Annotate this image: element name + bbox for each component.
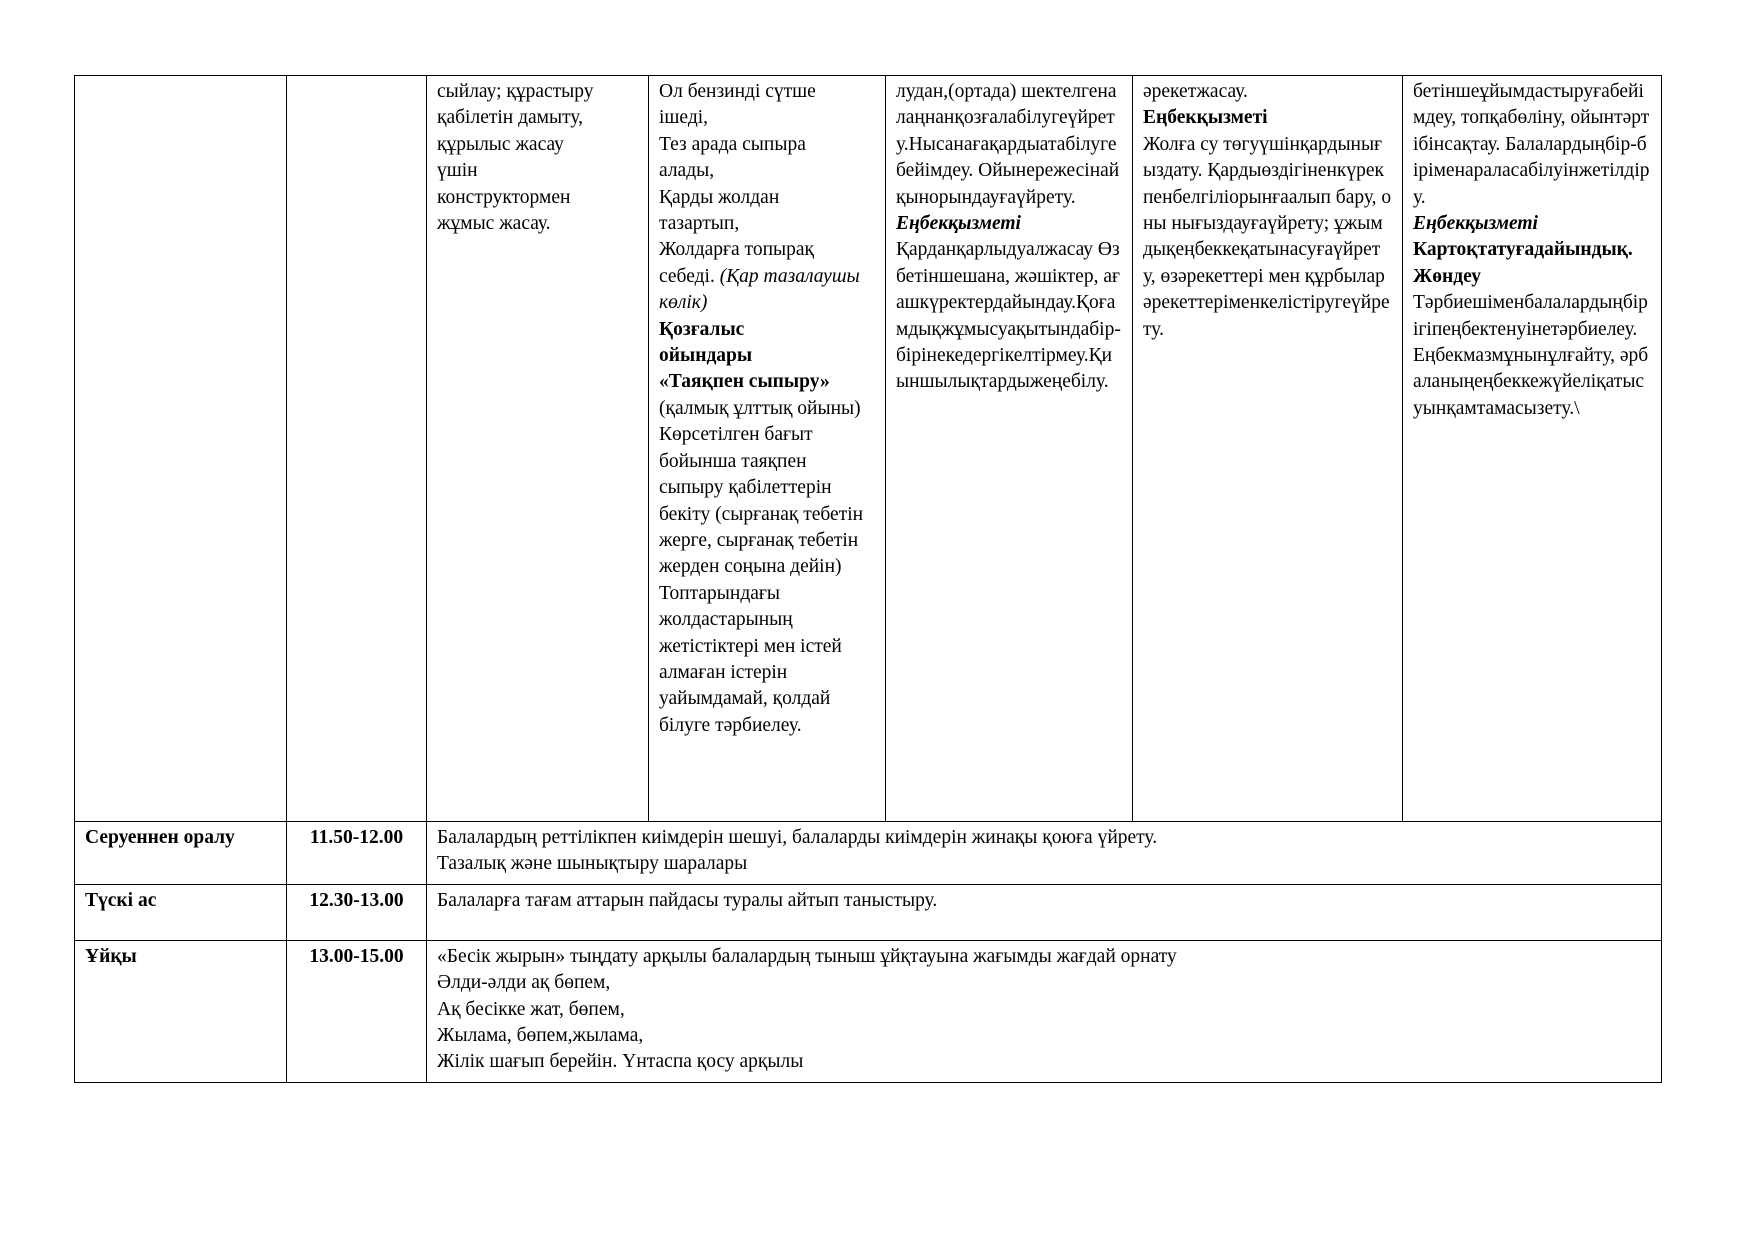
lullaby-line: Әлди-әлди ақ бөпем, bbox=[437, 972, 611, 994]
empty-label-cell bbox=[75, 76, 287, 822]
col6-cell bbox=[1133, 76, 1403, 822]
text-line: сыйлау; құрастыру bbox=[437, 81, 594, 102]
document-page bbox=[74, 75, 1661, 1083]
activity-text: Жолға су төгуүшінқардынығыздату. Қардыөздігіненкүрекпенбелгіліорынғаалып бару, оны нығыздауғаүйрету; ұжымдықеңбеккеқатынасуғаүйрету, өзәрекеттері мен құрбыларәрекеттеріменкелістіругеүйрету. bbox=[1143, 133, 1392, 340]
lullaby-line: Жылама, бөпем,жылама, bbox=[437, 1025, 644, 1047]
activity-text: лудан,(ортада) шектелгеналаңнанқозғалабілугеүйрету.Нысанағақардыатабілугебейімдеу. Ойынережесінайқынорындауғаүйрету. bbox=[896, 81, 1120, 208]
game-description: (қалмық ұлттық ойыны) Көрсетілген бағыт бойынша таяқпен сыпыру қабілеттерін бекіту (сырғанақ тебетін жерге, сырғанақ тебетін жерден соңына дейін) Топтарындағы жолдастарының жетістіктері мен істей алмаған істерін уайымдамай, қолдай білуге тәрбиелеу. bbox=[659, 397, 864, 736]
work-heading: Еңбекқызметі bbox=[1143, 107, 1268, 129]
poem-line: Тез арада сыпыра bbox=[659, 133, 806, 155]
row-time: 11.50-12.00 bbox=[287, 822, 427, 885]
game-heading: Қозғалыс bbox=[659, 318, 745, 340]
col3-cell bbox=[427, 76, 649, 822]
activity-text: Тәрбиешіменбалалардыңбірігіпеңбектенуінетәрбиелеу. Еңбекмазмұнынұлғайту, әрбаланыңеңбеккежүйеліқатысуынқамтамасызету.\ bbox=[1413, 292, 1649, 419]
poem-line: ішеді, bbox=[659, 107, 709, 129]
poem-answer: (Қар тазалаушы көлік) bbox=[659, 265, 860, 314]
row-label: Ұйқы bbox=[75, 940, 287, 1082]
text-line: қабілетін дамыту, bbox=[437, 107, 584, 129]
game-title: «Таяқпен сыпыру» bbox=[659, 371, 830, 393]
text-line: Тазалық және шынықтыру шаралары bbox=[437, 853, 748, 875]
work-heading: Еңбекқызметі bbox=[1413, 213, 1538, 235]
text-line: Балалардың реттілікпен киімдерін шешуі, балаларды киімдерін жинақы қоюға үйрету. bbox=[437, 827, 1158, 848]
poem-line: Ол бензинді сүтше bbox=[659, 81, 816, 102]
table-row-walk-continued bbox=[75, 76, 1662, 822]
text-line: Балаларға тағам аттарын пайдасы туралы айтып таныстыру. bbox=[437, 889, 938, 911]
poem-line: тазартып, bbox=[659, 213, 740, 235]
row-time: 12.30-13.00 bbox=[287, 884, 427, 940]
schedule-table bbox=[74, 75, 1662, 1083]
text-line: «Бесік жырын» тыңдату арқылы балалардың тыныш ұйқтауына жағымды жағдай орнату bbox=[437, 945, 1177, 967]
col5-cell bbox=[886, 76, 1133, 822]
text-line: үшін bbox=[437, 160, 478, 182]
text-line: құрылыс жасау bbox=[437, 133, 564, 155]
lullaby-line: Жілік шағып берейін. Үнтаспа қосу арқылы bbox=[437, 1051, 804, 1073]
table-row-sleep bbox=[75, 940, 1662, 1082]
activity-text: бетіншеұйымдастыруғабейімдеу, топқабөліну, ойынтәртібінсақтау. Балалардыңбір-біріменараласабілуінжетілдіру. bbox=[1413, 81, 1650, 208]
col4-cell bbox=[649, 76, 886, 822]
text-line: жұмыс жасау. bbox=[437, 213, 551, 235]
row-content bbox=[427, 822, 1662, 885]
task-heading: Картоқтатуғадайындық. Жөндеу bbox=[1413, 239, 1633, 287]
row-label: Серуеннен оралу bbox=[75, 822, 287, 885]
activity-text: әрекетжасау. bbox=[1143, 81, 1248, 102]
row-time: 13.00-15.00 bbox=[287, 940, 427, 1082]
row-content bbox=[427, 940, 1662, 1082]
col7-cell bbox=[1403, 76, 1662, 822]
activity-text: Қарданқарлыдуалжасау Өзбетіншешана, жәшіктер, ағашкүректердайындау.Қоғамдықжұмысуақытындабір-бірінекедергікелтірмеу.Қиыншылықтардыжеңебілу. bbox=[896, 239, 1121, 393]
poem-line: алады, bbox=[659, 160, 715, 182]
empty-time-cell bbox=[287, 76, 427, 822]
row-content bbox=[427, 884, 1662, 940]
poem-line: себеді. bbox=[659, 265, 715, 287]
row-label: Түскі ас bbox=[75, 884, 287, 940]
lullaby-line: Ақ бесікке жат, бөпем, bbox=[437, 998, 625, 1020]
game-heading: ойындары bbox=[659, 345, 753, 367]
table-row-return bbox=[75, 822, 1662, 885]
table-row-lunch bbox=[75, 884, 1662, 940]
poem-line: Жолдарға топырақ bbox=[659, 239, 814, 261]
work-heading: Еңбекқызметі bbox=[896, 213, 1021, 235]
poem-line: Қарды жолдан bbox=[659, 186, 780, 208]
text-line: конструктормен bbox=[437, 186, 571, 208]
